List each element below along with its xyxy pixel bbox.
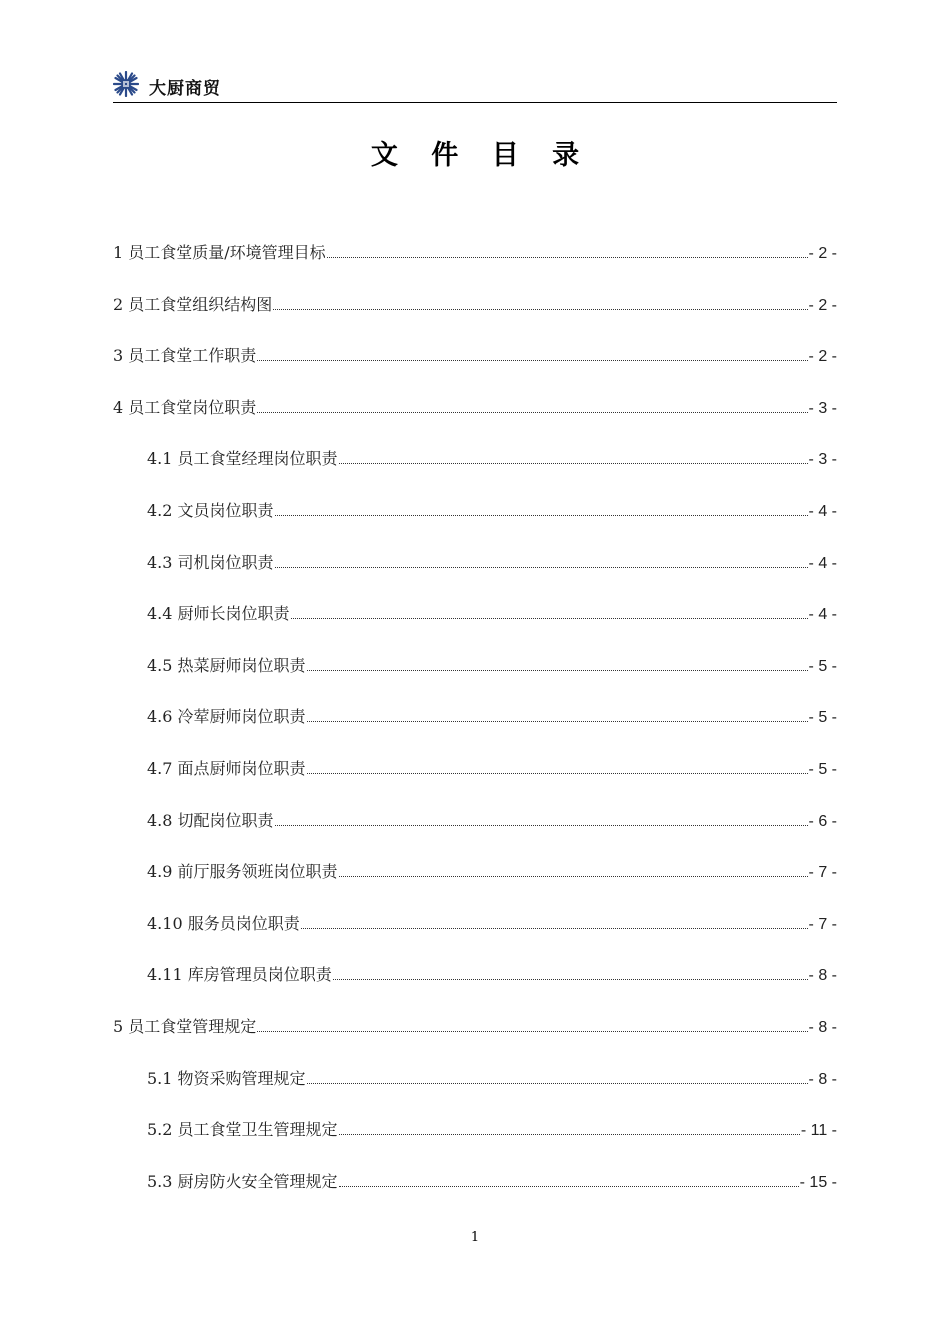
toc-entry-label: 厨房防火安全管理规定 [177, 1171, 338, 1191]
toc-entry-number: 4.10 [147, 913, 188, 933]
toc-entry[interactable] [113, 859, 837, 911]
toc-dot-leader [327, 256, 808, 258]
toc-entry[interactable] [113, 756, 837, 808]
toc-entry[interactable] [113, 653, 837, 705]
toc-entry[interactable] [113, 446, 837, 498]
toc-entry-number: 5.3 [147, 1171, 178, 1191]
toc-dot-leader [307, 1082, 808, 1084]
toc-entry[interactable] [113, 911, 837, 963]
toc-dot-leader [339, 1133, 800, 1135]
toc-entry-label: 物资采购管理规定 [177, 1068, 306, 1088]
toc-entry-number: 4.1 [147, 449, 178, 469]
toc-dot-leader [339, 1185, 799, 1187]
toc-entry-page: - 5 - [808, 657, 837, 675]
toc-entry-number: 4.11 [147, 965, 188, 985]
table-of-contents [113, 240, 837, 1220]
toc-entry-page: - 11 - [800, 1122, 837, 1140]
toc-entry-label: 文员岗位职责 [177, 500, 274, 520]
asterisk-star-logo-icon [113, 71, 139, 97]
toc-entry-label: 员工食堂经理岗位职责 [177, 449, 338, 469]
toc-entry-label: 服务员岗位职责 [187, 913, 300, 933]
toc-dot-leader [307, 720, 808, 722]
toc-entry-number: 3 [113, 346, 129, 366]
toc-entry[interactable] [113, 550, 837, 602]
toc-dot-leader [275, 566, 808, 568]
toc-entry[interactable] [113, 1066, 837, 1118]
toc-entry-page: - 8 - [808, 967, 837, 985]
toc-entry[interactable] [113, 704, 837, 756]
toc-dot-leader [275, 824, 808, 826]
toc-entry-label: 冷荤厨师岗位职责 [177, 707, 306, 727]
toc-entry-number: 2 [113, 294, 129, 314]
toc-entry-page: - 6 - [808, 812, 837, 830]
toc-dot-leader [301, 927, 808, 929]
toc-dot-leader [307, 669, 808, 671]
toc-entry-page: - 8 - [808, 1070, 837, 1088]
toc-entry-number: 4.8 [147, 810, 178, 830]
toc-dot-leader [291, 617, 808, 619]
toc-entry-number: 5.1 [147, 1068, 178, 1088]
toc-entry-label: 员工食堂岗位职责 [128, 397, 257, 417]
toc-entry-page: - 4 - [808, 554, 837, 572]
toc-dot-leader [273, 308, 807, 310]
toc-entry-label: 员工食堂组织结构图 [128, 294, 273, 314]
toc-entry[interactable] [113, 601, 837, 653]
toc-entry-page: - 4 - [808, 502, 837, 520]
toc-dot-leader [339, 462, 808, 464]
toc-entry[interactable] [113, 498, 837, 550]
toc-entry-label: 员工食堂管理规定 [128, 1016, 257, 1036]
toc-entry-page: - 2 - [808, 296, 837, 314]
toc-entry-number: 4.9 [147, 862, 178, 882]
toc-dot-leader [339, 875, 808, 877]
toc-entry-number: 4.2 [147, 500, 178, 520]
toc-entry-number: 5 [113, 1016, 129, 1036]
toc-entry[interactable] [113, 1014, 837, 1066]
toc-entry-page: - 2 - [808, 245, 837, 262]
toc-entry-page: - 8 - [808, 1018, 837, 1036]
toc-entry-page: - 5 - [808, 760, 837, 778]
toc-entry-page: - 7 - [808, 915, 837, 933]
toc-entry-number: 1 [113, 243, 129, 262]
toc-entry-number: 5.2 [147, 1120, 178, 1140]
toc-entry-number: 4.6 [147, 707, 178, 727]
toc-entry[interactable] [113, 240, 837, 292]
toc-dot-leader [257, 1030, 807, 1032]
toc-entry-page: - 5 - [808, 709, 837, 727]
toc-dot-leader [333, 978, 808, 980]
toc-entry-label: 库房管理员岗位职责 [187, 965, 332, 985]
toc-entry[interactable] [113, 1169, 837, 1221]
toc-entry-label: 切配岗位职责 [177, 810, 274, 830]
page-number: 1 [470, 1230, 480, 1245]
toc-entry-label: 员工食堂卫生管理规定 [177, 1120, 338, 1140]
toc-entry[interactable] [113, 292, 837, 344]
toc-entry[interactable] [113, 808, 837, 860]
toc-entry-page: - 4 - [808, 606, 837, 624]
toc-entry[interactable] [113, 1117, 837, 1169]
toc-entry-page: - 3 - [808, 399, 837, 417]
page-title: 文 件 目 录 [370, 140, 592, 171]
toc-entry[interactable] [113, 343, 837, 395]
toc-entry-number: 4.5 [147, 655, 178, 675]
toc-entry-label: 面点厨师岗位职责 [177, 758, 306, 778]
toc-entry-page: - 7 - [808, 864, 837, 882]
toc-dot-leader [257, 359, 807, 361]
toc-entry-label: 前厅服务领班岗位职责 [177, 862, 338, 882]
page-header [113, 66, 837, 103]
toc-entry-label: 热菜厨师岗位职责 [177, 655, 306, 675]
toc-entry[interactable] [113, 962, 837, 1014]
toc-entry-label: 厨师长岗位职责 [177, 604, 290, 624]
toc-entry-number: 4.3 [147, 552, 178, 572]
toc-entry-number: 4.7 [147, 758, 178, 778]
toc-entry-label: 员工食堂工作职责 [128, 346, 257, 366]
toc-entry-label: 司机岗位职责 [177, 552, 274, 572]
toc-entry-number: 4.4 [147, 604, 178, 624]
toc-entry-number: 4 [113, 397, 129, 417]
toc-entry[interactable] [113, 395, 837, 447]
toc-dot-leader [307, 772, 808, 774]
brand-name: 大厨商贸 [149, 79, 221, 99]
toc-dot-leader [275, 514, 808, 516]
toc-entry-page: - 15 - [799, 1173, 837, 1191]
toc-entry-page: - 3 - [808, 451, 837, 469]
toc-entry-page: - 2 - [808, 348, 837, 366]
toc-entry-label: 员工食堂质量/环境管理目标 [128, 243, 326, 262]
toc-dot-leader [257, 411, 807, 413]
